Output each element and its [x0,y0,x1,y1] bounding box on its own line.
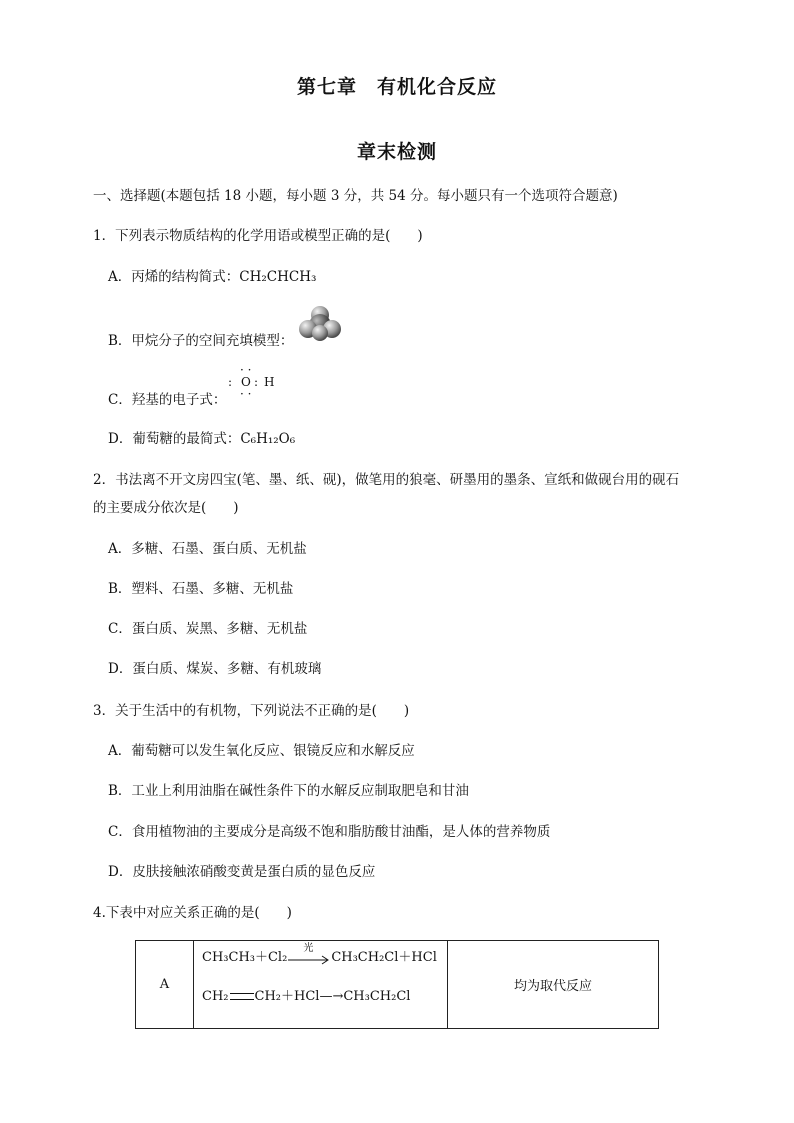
table-row [136,941,659,1029]
hydrogen-symbol: H [264,375,275,389]
reaction-condition: 光 [303,942,314,954]
q4-row-label: A [136,941,194,1029]
q2-stem-line1: 2．书法离不开文房四宝(笔、墨、纸、砚)，做笔用的狼毫、研墨用的墨条、宣纸和做砚台用的砚石 [93,472,680,488]
reaction2-reactant-a: CH₂ [202,989,229,1004]
q2-option-c: C．蛋白质、炭黑、多糖、无机盐 [108,621,308,637]
q4-reaction-1 [202,942,447,968]
part1-intro: 一、选择题(本题包括 18 小题，每小题 3 分，共 54 分。每小题只有一个选项符合题意) [93,188,618,204]
double-bond-icon [230,993,254,1000]
hydroxyl-electron-formula [228,363,288,403]
electron-dots-top: · · [240,363,252,377]
q4-reaction-2 [202,986,447,1007]
section-title: 章末检测 [356,141,437,163]
q4-reactions-cell [194,941,448,1029]
oxygen-symbol: O [241,375,251,389]
reaction2-product: CH₃CH₂Cl [343,989,411,1004]
q1-option-b: B．甲烷分子的空间充填模型： [108,333,294,349]
q4-stem: 4.下表中对应关系正确的是( ) [93,905,292,921]
electron-dots-bottom: · · [240,387,252,401]
q4-table [135,940,659,1029]
q2-option-a: A．多糖、石墨、蛋白质、无机盐 [108,541,307,557]
q1-option-a [108,265,316,285]
arrow-with-condition [287,942,331,964]
electron-dots-left: : [228,375,233,389]
q1-option-d-formula: C₆H₁₂O₆ [240,431,296,447]
q1-option-c: C．羟基的电子式： [108,392,227,408]
q2-option-b: B．塑料、石墨、多糖、无机盐 [108,581,294,597]
q4-conclusion: 均为取代反应 [448,941,659,1029]
q2-stem-line2: 的主要成分依次是( ) [93,500,239,516]
reaction1-products: CH₃CH₂Cl＋HCl [331,950,437,965]
electron-dots-right: : [254,375,259,389]
chapter-title: 第七章 有机化合反应 [296,76,497,98]
q3-stem: 3．关于生活中的有机物，下列说法不正确的是( ) [93,703,410,719]
reaction1-reactants: CH₃CH₃＋Cl₂ [202,950,288,965]
q3-option-d: D．皮肤接触浓硝酸变黄是蛋白质的显色反应 [108,864,376,880]
reaction2-arrow: —→ [319,989,344,1004]
q3-option-a: A．葡萄糖可以发生氧化反应、银镜反应和水解反应 [108,743,415,759]
methane-spacefill-model [298,304,342,342]
q2-option-d: D．蛋白质、煤炭、多糖、有机玻璃 [108,661,322,677]
q3-option-b: B．工业上利用油脂在碱性条件下的水解反应制取肥皂和甘油 [108,783,469,799]
q1-option-d [108,427,295,447]
q3-option-c: C．食用植物油的主要成分是高级不饱和脂肪酸甘油酯，是人体的营养物质 [108,824,551,840]
reaction2-reactant-b: CH₂＋HCl [254,989,320,1004]
q1-option-a-label: A．丙烯的结构简式： [108,269,240,285]
q1-option-a-formula: CH₂CHCH₃ [239,269,317,285]
q1-stem: 1．下列表示物质结构的化学用语或模型正确的是( ) [93,228,423,244]
q1-option-d-label: D．葡萄糖的最简式： [108,431,241,447]
